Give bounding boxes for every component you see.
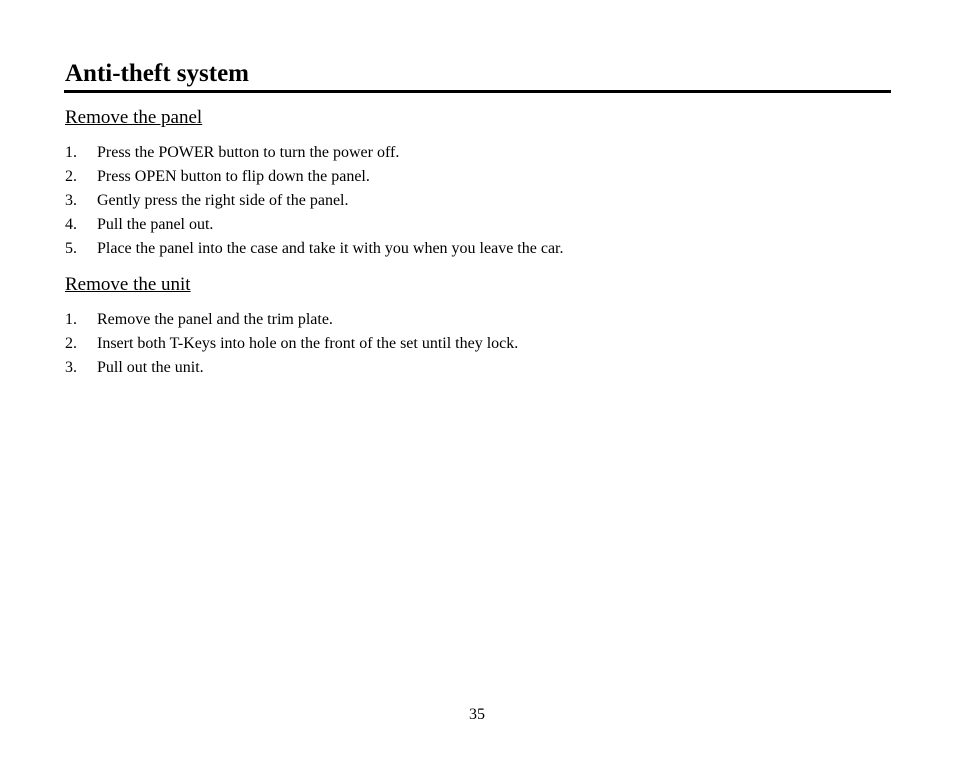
step-number: 5.	[65, 240, 77, 257]
section-heading-remove-panel: Remove the panel	[65, 107, 203, 128]
step-text: Gently press the right side of the panel.	[97, 192, 349, 209]
step-text: Insert both T-Keys into hole on the front of the set until they lock.	[97, 335, 519, 352]
step-text: Press the POWER button to turn the power off.	[97, 144, 400, 161]
step-number: 1.	[65, 144, 77, 161]
step-number: 3.	[65, 359, 77, 376]
step-number: 3.	[65, 192, 77, 209]
page-title: Anti-theft system	[65, 60, 249, 87]
step-text: Pull out the unit.	[97, 359, 204, 376]
step-text: Pull the panel out.	[97, 216, 214, 233]
step-text: Remove the panel and the trim plate.	[97, 311, 333, 328]
page-number: 35	[469, 706, 485, 723]
step-text: Press OPEN button to flip down the panel.	[97, 168, 370, 185]
step-number: 2.	[65, 168, 77, 185]
step-number: 1.	[65, 311, 77, 328]
title-divider	[64, 90, 891, 93]
step-text: Place the panel into the case and take it with you when you leave the car.	[97, 240, 564, 257]
section-heading-remove-unit: Remove the unit	[65, 274, 191, 295]
step-number: 2.	[65, 335, 77, 352]
step-number: 4.	[65, 216, 77, 233]
